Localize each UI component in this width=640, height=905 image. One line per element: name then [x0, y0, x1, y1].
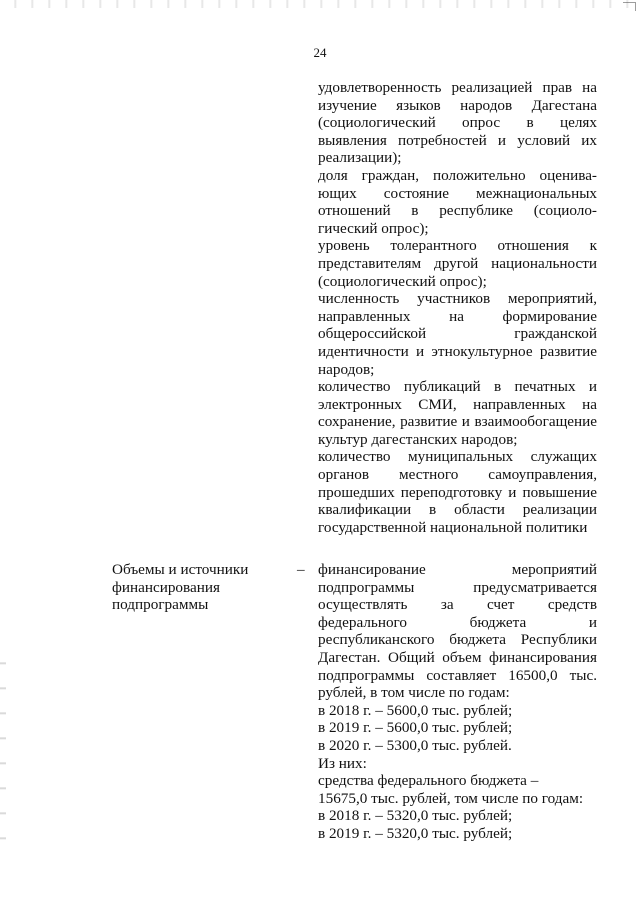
text-line: культур дагестанских народов; [318, 430, 518, 448]
text-line: Из них: [318, 754, 367, 772]
text-line: гический опрос); [318, 219, 429, 237]
text-line: в 2018 г. – 5600,0 тыс. рублей; [318, 701, 513, 719]
text-line: государственной национальной политики [318, 518, 588, 536]
text-line: республиканского бюджета Республики [318, 631, 597, 649]
text-line: в 2019 г. – 5600,0 тыс. рублей; [318, 719, 513, 737]
scan-artifact-left [0, 640, 6, 840]
text-line: количество муниципальных служащих [318, 448, 597, 466]
text-line: электронных СМИ, направленных на [318, 395, 597, 413]
scan-artifact-corner [623, 2, 636, 11]
label-line: финансирования [112, 578, 220, 596]
label-dash: – [297, 561, 305, 578]
text-line: средства федерального бюджета – [318, 772, 539, 790]
text-line: сохранение, развитие и взаимообогащение [318, 413, 597, 431]
text-line: (социологический опрос в целях [318, 114, 597, 132]
text-line: подпрограммы составляет 16500,0 тыс. [318, 666, 597, 684]
text-line: численность участников мероприятий, [318, 290, 597, 308]
text-line: доля граждан, положительно оценива- [318, 166, 597, 184]
page-number: 24 [313, 45, 327, 60]
text-line: (социологический опрос); [318, 272, 487, 290]
label-line: Объемы и источники [112, 561, 249, 578]
text-line: прошедших переподготовку и повышение [318, 483, 597, 501]
funding-section-label [112, 561, 272, 614]
text-line: квалификации в области реализации [318, 501, 597, 519]
text-line: удовлетворенность реализацией прав на [318, 79, 597, 96]
text-line: направленных на формирование [318, 307, 597, 325]
text-line: федерального бюджета и [318, 613, 597, 631]
text-line: общероссийской гражданской [318, 325, 597, 343]
text-line: количество публикаций в печатных и [318, 378, 597, 396]
target-indicators-text [318, 79, 597, 536]
funding-section-text [318, 561, 597, 843]
text-line: отношений в республике (социоло- [318, 202, 597, 220]
text-line: осуществлять за счет средств [318, 596, 597, 614]
text-line: 15675,0 тыс. рублей, том числе по годам: [318, 789, 584, 807]
text-line: изучение языков народов Дагестана [318, 96, 597, 114]
text-line: Дагестан. Общий объем финансирования [318, 648, 597, 666]
text-line: ющих состояние межнациональных [318, 184, 597, 202]
text-line: в 2018 г. – 5320,0 тыс. рублей; [318, 807, 513, 825]
text-line: реализации); [318, 149, 402, 167]
text-line: представителям другой национальности [318, 254, 597, 272]
label-line: подпрограммы [112, 596, 209, 614]
scan-artifact-top [0, 0, 640, 8]
text-line: идентичности и этнокультурное развитие [318, 342, 597, 360]
text-line: финансирование мероприятий [318, 561, 597, 578]
text-line: в 2020 г. – 5300,0 тыс. рублей. [318, 736, 512, 754]
text-line: подпрограммы предусматривается [318, 578, 597, 596]
text-line: рублей, в том числе по годам: [318, 684, 510, 702]
text-line: уровень толерантного отношения к [318, 237, 597, 255]
text-line: в 2019 г. – 5320,0 тыс. рублей; [318, 824, 513, 842]
text-line: органов местного самоуправления, [318, 466, 597, 484]
text-line: народов; [318, 360, 375, 378]
text-line: выявления потребностей и условий их [318, 131, 597, 149]
